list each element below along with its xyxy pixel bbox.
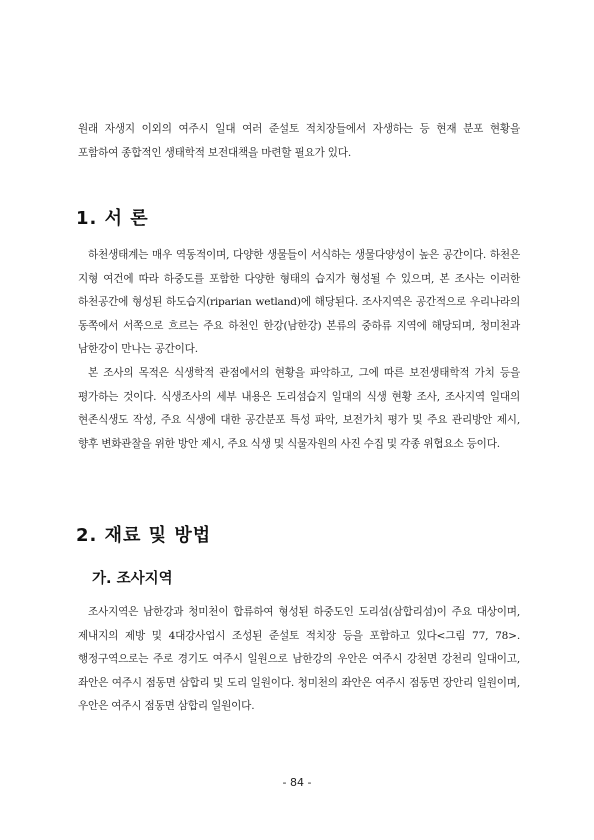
section-1-paragraph-1: 하천생태계는 매우 역동적이며, 다양한 생물들이 서식하는 생물다양성이 높은 공간이다. 하천은 지형 여건에 따라 하중도를 포함한 다양한 형태의 습지가 형성될 수 있으며, 본 조사는 이러한 하천공간에 형성된 하도습지(riparian wetland)에 해당된다. 조사지역은 공간적으로 우리나라의 동쪽에서 서쪽으로 흐르는 주요 하천인 한강(남한강) 본류의 중하류 지역에 해당되며, 청미천과 남한강이 만나는 공간이다.: [78, 249, 520, 356]
section-1-heading: 1. 서 론: [76, 208, 149, 229]
section-1-paragraph-2: 본 조사의 목적은 식생학적 관점에서의 현황을 파악하고, 그에 따른 보전생태학적 가치 등을 평가하는 것이다. 식생조사의 세부 내용은 도리섬습지 일대의 식생 현황 조사, 조사지역 일대의 현존식생도 작성, 주요 식생에 대한 공간분포 특성 파악, 보전가치 평가 및 주요 관리방안 제시, 향후 변화관찰을 위한 방안 제시, 주요 식생 및 식물자원의 사진 수집 및 각종 위협요소 등이다.: [78, 367, 520, 450]
survey-area-paragraph: 조사지역은 남한강과 청미천이 합류하여 형성된 하중도인 도리섬(삼합리섬)이 주요 대상이며, 제내지의 제방 및 4대강사업시 조성된 준설토 적치장 등을 포함하고 있다<그림 77, 78>. 행정구역으로는 주로 경기도 여주시 일원으로 남한강의 우안은 여주시 강천면 강천리 일대이고, 좌안은 여주시 점동면 삼합리 및 도리 일원이다. 청미천의 좌안은 여주시 점동면 장안리 일원이며, 우안은 여주시 점동면 삼합리 일원이다.: [78, 606, 520, 713]
page-number: - 84 -: [282, 776, 312, 789]
survey-area-subheading: 가. 조사지역: [92, 571, 173, 587]
intro-paragraph: 원래 자생지 이외의 여주시 일대 여러 준설토 적치장들에서 자생하는 등 현재 분포 현황을 포함하여 종합적인 생태학적 보전대책을 마련할 필요가 있다.: [78, 123, 520, 159]
section-2-heading: 2. 재료 및 방법: [76, 525, 212, 546]
